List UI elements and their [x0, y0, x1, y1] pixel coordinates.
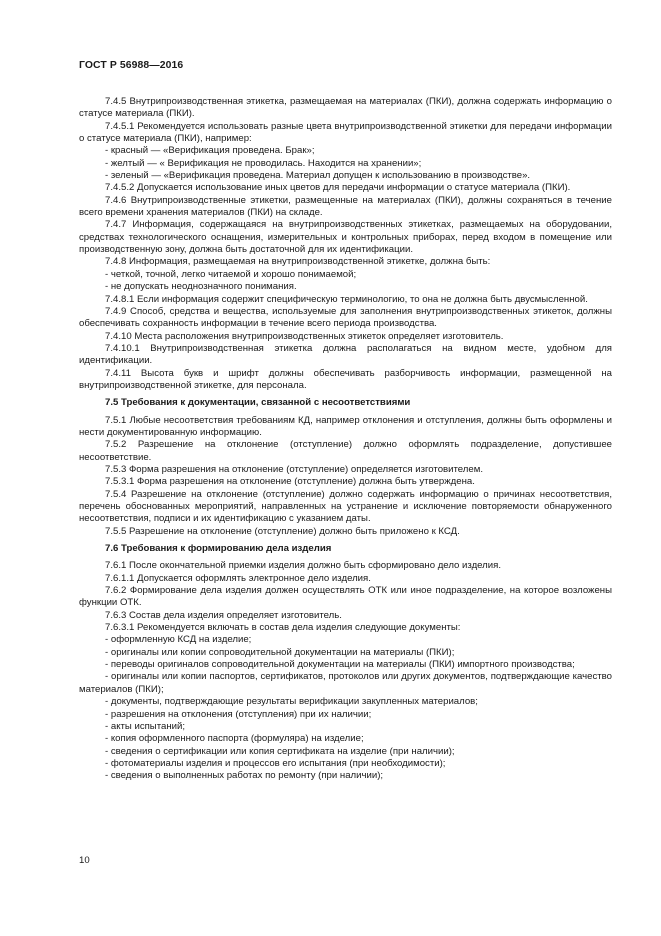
- list-item: - документы, подтверждающие результаты верификации закупленных материалов;: [105, 696, 478, 708]
- paragraph-7-5-2: 7.5.2 Разрешение на отклонение (отступление) должно оформлять подразделение, допустившее несоответствие.: [79, 439, 612, 463]
- section-heading-7-6: 7.6 Требования к формированию дела изделия: [105, 543, 332, 555]
- paragraph-7-6-3: 7.6.3 Состав дела изделия определяет изготовитель.: [105, 609, 342, 621]
- list-item: - желтый — « Верификация не проводилась. Находится на хранении»;: [105, 157, 422, 169]
- list-item: - оригиналы или копии паспортов, сертификатов, протоколов или других документов, подтверждающие качество материалов (ПКИ);: [79, 671, 612, 695]
- paragraph-7-5-4: 7.5.4 Разрешение на отклонение (отступление) должно содержать информацию о причинах несоответствия, перечень обоснованных мероприятий, направленных на устранение и исключение повторяемости обнаруженного несоответствия, подписи и их идентификацию с указанием даты.: [79, 488, 612, 525]
- paragraph-7-4-5-1: 7.4.5.1 Рекомендуется использовать разные цвета внутрипроизводственной этикетки для передачи информации о статусе материала (ПКИ), например:: [79, 120, 612, 145]
- section-heading-7-5: 7.5 Требования к документации, связанной с несоответствиями: [105, 397, 411, 409]
- paragraph-7-5-3: 7.5.3 Форма разрешения на отклонение (отступление) определяется изготовителем.: [105, 463, 483, 475]
- paragraph-7-4-6: 7.4.6 Внутрипроизводственные этикетки, размещенные на материалах (ПКИ), должны сохраняться в течение всего времени хранения материалов (ПКИ) на складе.: [79, 194, 612, 219]
- list-item: - красный — «Верификация проведена. Брак»;: [105, 145, 315, 157]
- paragraph-7-4-10-1: 7.4.10.1 Внутрипроизводственная этикетка должна располагаться на видном месте, удобном для идентификации.: [79, 342, 612, 367]
- paragraph-7-4-8: 7.4.8 Информация, размещаемая на внутрипроизводственной этикетке, должна быть:: [105, 256, 491, 268]
- paragraph-7-4-5: 7.4.5 Внутрипроизводственная этикетка, размещаемая на материалах (ПКИ), должна содержать информацию о статусе материала (ПКИ).: [79, 96, 612, 120]
- paragraph-7-6-1: 7.6.1 После окончательной приемки изделия должно быть сформировано дело изделия.: [105, 560, 502, 572]
- paragraph-7-6-3-1: 7.6.3.1 Рекомендуется включать в состав дела изделия следующие документы:: [105, 622, 461, 634]
- list-item: - оригиналы или копии сопроводительной документации на материалы (ПКИ);: [105, 646, 455, 658]
- paragraph-7-4-7: 7.4.7 Информация, содержащаяся на внутрипроизводственных этикетках, размещаемых на оборудовании, средствах технологического оснащения, измерительных и контрольных приборах, перед входом в помещение или производственную зону, должна быть достаточной для их идентификации.: [79, 219, 612, 256]
- list-item: - не допускать неоднозначного понимания.: [105, 281, 297, 293]
- paragraph-7-6-2: 7.6.2 Формирование дела изделия должен осуществлять ОТК или иное подразделение, на которое возложены функции ОТК.: [79, 585, 612, 609]
- paragraph-7-4-8-1: 7.4.8.1 Если информация содержит специфическую терминологию, то она не должна быть двусмысленной.: [105, 293, 588, 305]
- paragraph-7-4-9: 7.4.9 Способ, средства и вещества, используемые для заполнения внутрипроизводственных этикеток, должны обеспечивать сохранность информации в течение всего периода производства.: [79, 305, 612, 330]
- paragraph-7-4-5-2: 7.4.5.2 Допускается использование иных цветов для передачи информации о статусе материала (ПКИ).: [105, 182, 571, 194]
- document-body: [79, 96, 612, 783]
- paragraph-7-5-5: 7.5.5 Разрешение на отклонение (отступление) должно быть приложено к КСД.: [105, 525, 460, 537]
- list-item: - зеленый — «Верификация проведена. Материал допущен к использованию в производстве».: [105, 170, 531, 182]
- paragraph-7-6-1-1: 7.6.1.1 Допускается оформлять электронное дело изделия.: [105, 572, 371, 584]
- paragraph-7-5-3-1: 7.5.3.1 Форма разрешения на отклонение (отступление) должна быть утверждена.: [105, 476, 475, 488]
- list-item: - акты испытаний;: [105, 720, 186, 732]
- list-item: - разрешения на отклонения (отступления) при их наличии;: [105, 708, 372, 720]
- list-item: - четкой, точной, легко читаемой и хорошо понимаемой;: [105, 268, 357, 280]
- list-item: - оформленную КСД на изделие;: [105, 634, 252, 646]
- paragraph-7-5-1: 7.5.1 Любые несоответствия требованиям КД, например отклонения и отступления, должны быть оформлены и нести документированную информацию.: [79, 414, 612, 438]
- document-code-header: ГОСТ Р 56988—2016: [79, 60, 184, 71]
- paragraph-7-4-11: 7.4.11 Высота букв и шрифт должны обеспечивать разборчивость информации, размещенной на внутрипроизводственной этикетке, для персонала.: [79, 367, 612, 391]
- list-item: - сведения о сертификации или копия сертификата на изделие (при наличии);: [105, 745, 455, 757]
- list-item: - переводы оригиналов сопроводительной документации на материалы (ПКИ) импортного производства;: [105, 659, 575, 671]
- paragraph-7-4-10: 7.4.10 Места расположения внутрипроизводственных этикеток определяет изготовитель.: [105, 330, 504, 342]
- page-number: 10: [79, 855, 90, 866]
- list-item: - копия оформленного паспорта (формуляра) на изделие;: [105, 733, 364, 745]
- list-item: - фотоматериалы изделия и процессов его испытания (при необходимости);: [105, 757, 446, 769]
- list-item: - сведения о выполненных работах по ремонту (при наличии);: [105, 770, 384, 782]
